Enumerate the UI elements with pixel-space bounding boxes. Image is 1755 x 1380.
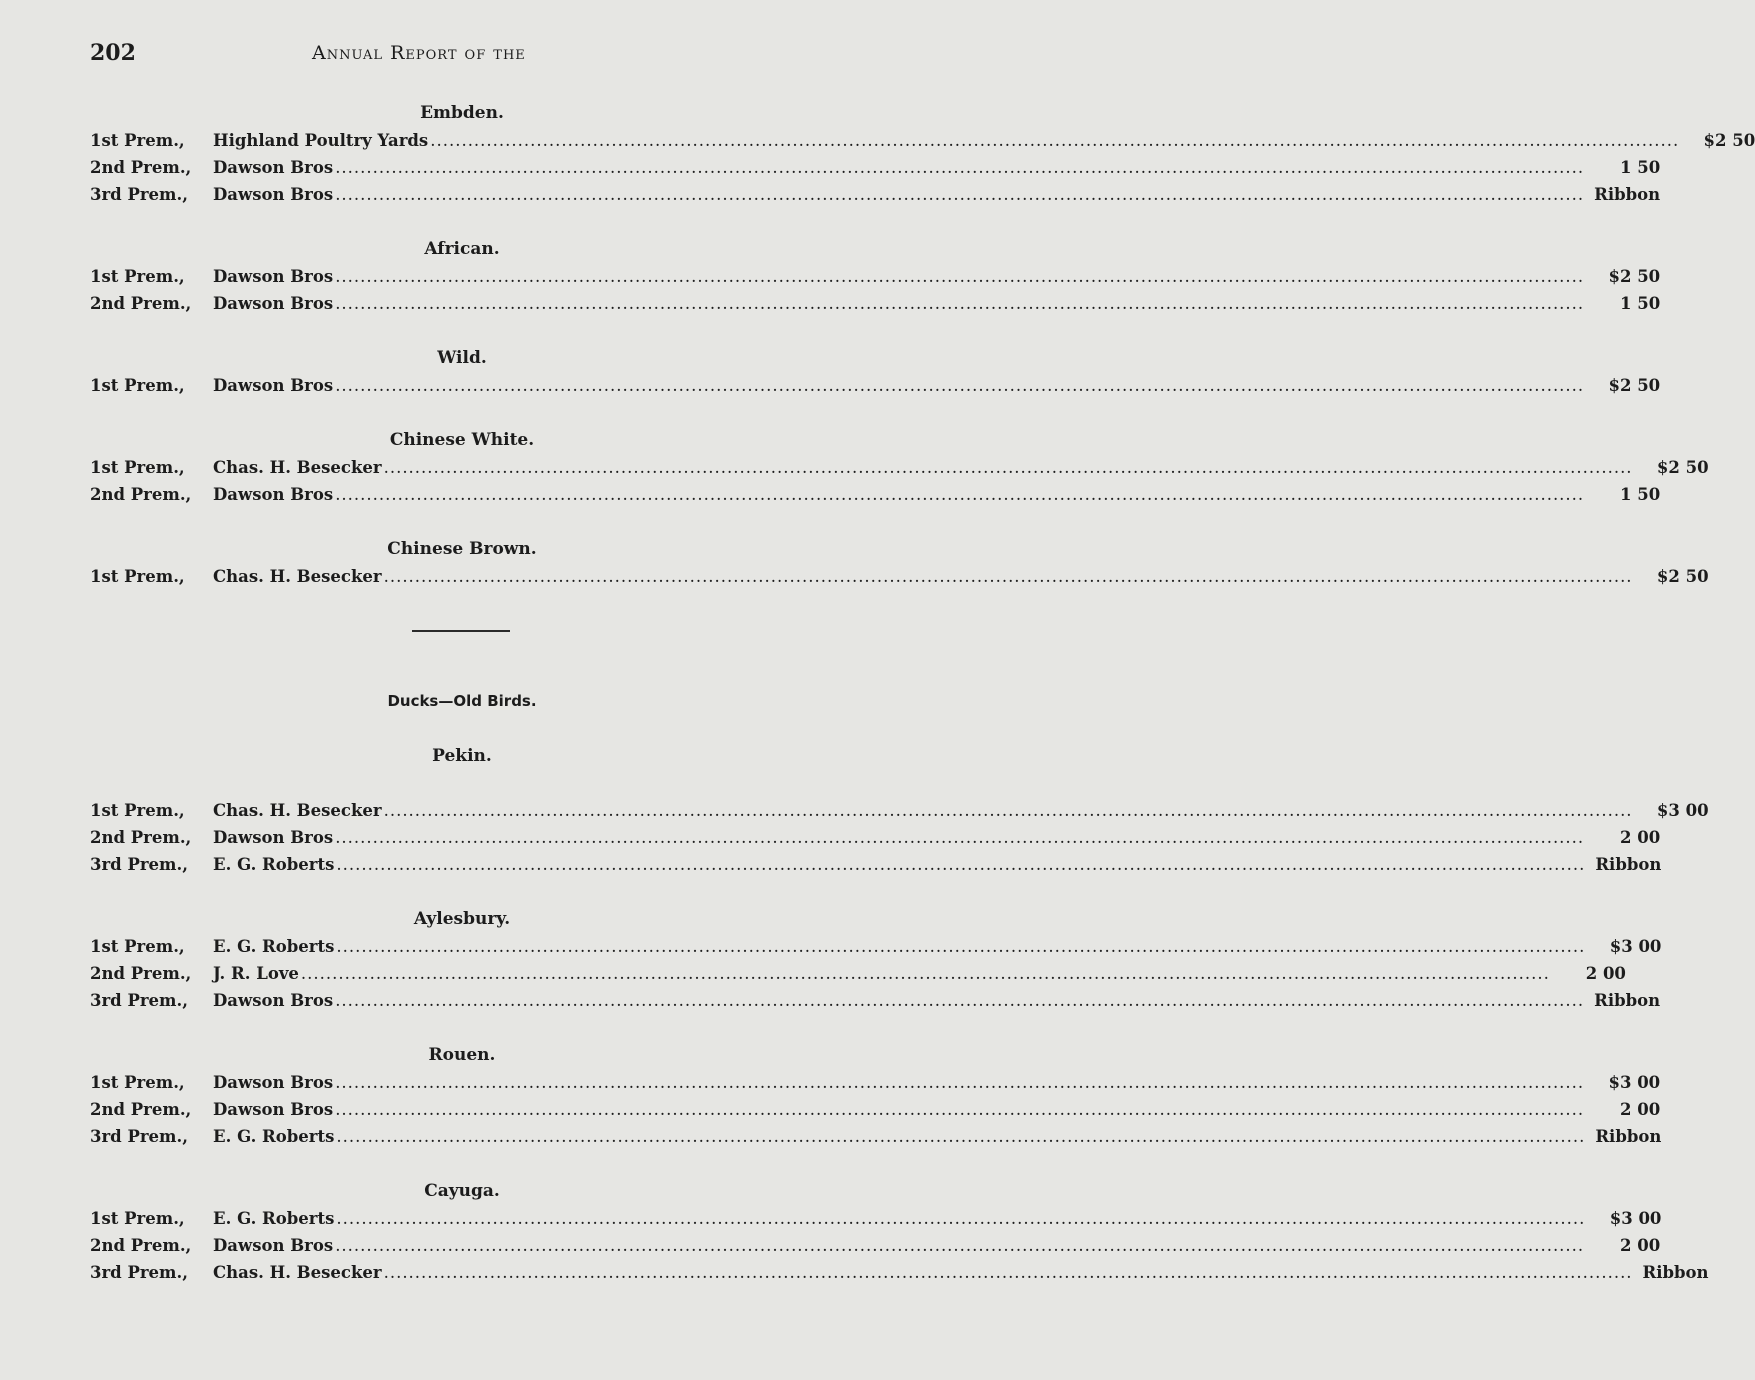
- dot-leader: ........................................................................................................................................................................................................: [383, 801, 1633, 820]
- dot-leader: ........................................................................................................................................................................................................: [336, 937, 1586, 956]
- dot-leader: ........................................................................................................................................................................................................: [336, 1209, 1586, 1228]
- premium-rank: 3rd Prem.,: [90, 855, 189, 874]
- premium-row: [90, 263, 1661, 290]
- dot-leader: ........................................................................................................................................................................................................: [383, 458, 1633, 477]
- section-title: Wild.: [437, 348, 487, 368]
- exhibitor-name: E. G. Roberts: [213, 1127, 335, 1146]
- premium-rank: 3rd Prem.,: [90, 991, 189, 1010]
- dot-leader: ........................................................................................................................................................................................................: [336, 855, 1586, 874]
- section-title: Cayuga.: [424, 1181, 500, 1201]
- prize-amount: Ribbon: [1594, 185, 1661, 204]
- premium-rank: 3rd Prem.,: [90, 185, 189, 204]
- premium-row: [90, 933, 1662, 960]
- running-head: Annual Report of the: [312, 42, 526, 64]
- premium-rank: 1st Prem.,: [90, 801, 185, 820]
- prize-amount: $3 00: [1609, 937, 1662, 956]
- dot-leader: ........................................................................................................................................................................................................: [335, 267, 1585, 286]
- prize-amount: $2 50: [1608, 376, 1661, 395]
- section-divider: [412, 630, 510, 632]
- section-title: Pekin.: [432, 746, 492, 766]
- premium-row: [90, 1205, 1662, 1232]
- prize-amount: $2 50: [1656, 567, 1709, 586]
- prize-amount: $2 50: [1703, 131, 1755, 150]
- exhibitor-name: Dawson Bros: [213, 828, 334, 847]
- prize-amount: 2 00: [1585, 964, 1626, 983]
- premium-row: [90, 797, 1709, 824]
- section-african: [90, 236, 1661, 317]
- prize-amount: Ribbon: [1595, 1127, 1662, 1146]
- dot-leader: ........................................................................................................................................................................................................: [335, 158, 1585, 177]
- premium-rank: 2nd Prem.,: [90, 1100, 192, 1119]
- premium-rank: 2nd Prem.,: [90, 158, 192, 177]
- premium-row: [90, 1232, 1661, 1259]
- exhibitor-name: Dawson Bros: [213, 1100, 334, 1119]
- prize-amount: 1 50: [1619, 485, 1661, 504]
- premium-row: [90, 481, 1661, 508]
- premium-row: [90, 154, 1661, 181]
- premium-row: [90, 1259, 1709, 1286]
- section-pekin: [90, 743, 1709, 878]
- dot-leader: ........................................................................................................................................................................................................: [335, 185, 1585, 204]
- dot-leader: ........................................................................................................................................................................................................: [430, 131, 1680, 150]
- prize-amount: Ribbon: [1642, 1263, 1709, 1282]
- premium-row: [90, 181, 1661, 208]
- dot-leader: ........................................................................................................................................................................................................: [335, 485, 1585, 504]
- premium-row: [90, 1069, 1661, 1096]
- prize-amount: $3 00: [1656, 801, 1709, 820]
- exhibitor-name: Dawson Bros: [213, 991, 334, 1010]
- dot-leader: ........................................................................................................................................................................................................: [335, 828, 1585, 847]
- section-cayuga: [90, 1178, 1709, 1286]
- dot-leader: ........................................................................................................................................................................................................: [336, 1127, 1586, 1146]
- premium-rank: 2nd Prem.,: [90, 828, 192, 847]
- section-title: Embden.: [420, 103, 504, 123]
- dot-leader: ........................................................................................................................................................................................................: [335, 376, 1585, 395]
- exhibitor-name: Dawson Bros: [213, 294, 334, 313]
- premium-rank: 3rd Prem.,: [90, 1263, 189, 1282]
- premium-rank: 1st Prem.,: [90, 937, 185, 956]
- exhibitor-name: Dawson Bros: [213, 1236, 334, 1255]
- section-title: Rouen.: [428, 1045, 496, 1065]
- section-title: Aylesbury.: [413, 909, 511, 929]
- section-title: Chinese Brown.: [387, 539, 537, 559]
- premium-rank: 2nd Prem.,: [90, 964, 192, 983]
- premium-rank: 2nd Prem.,: [90, 485, 192, 504]
- premium-row: [90, 563, 1709, 590]
- section-wild: [90, 345, 1661, 399]
- premium-rank: 3rd Prem.,: [90, 1127, 189, 1146]
- premium-row: [90, 127, 1755, 154]
- section-rouen: [90, 1042, 1662, 1150]
- exhibitor-name: Chas. H. Besecker: [213, 1263, 382, 1282]
- prize-amount: $3 00: [1609, 1209, 1662, 1228]
- exhibitor-name: E. G. Roberts: [213, 855, 335, 874]
- dot-leader: ........................................................................................................................................................................................................: [383, 567, 1633, 586]
- prize-amount: 1 50: [1619, 294, 1661, 313]
- premium-row: [90, 987, 1661, 1014]
- ducks-heading: Ducks—Old Birds.: [387, 692, 537, 710]
- exhibitor-name: J. R. Love: [213, 964, 299, 983]
- premium-rank: 1st Prem.,: [90, 267, 185, 286]
- section-aylesbury: [90, 906, 1662, 1014]
- prize-amount: 2 00: [1619, 1100, 1661, 1119]
- premium-rank: 1st Prem.,: [90, 1209, 185, 1228]
- dot-leader: ........................................................................................................................................................................................................: [335, 991, 1585, 1010]
- exhibitor-name: Dawson Bros: [213, 185, 334, 204]
- premium-row: [90, 960, 1626, 987]
- exhibitor-name: E. G. Roberts: [213, 1209, 335, 1228]
- section-embden: [90, 100, 1755, 208]
- premium-row: [90, 1123, 1662, 1150]
- premium-rank: 2nd Prem.,: [90, 294, 192, 313]
- premium-row: [90, 824, 1661, 851]
- section-chinese-brown: [90, 536, 1709, 590]
- page-content: [90, 100, 1755, 1286]
- section-title: African.: [424, 239, 500, 259]
- premium-row: [90, 851, 1662, 878]
- exhibitor-name: Dawson Bros: [213, 158, 334, 177]
- exhibitor-name: Chas. H. Besecker: [213, 801, 382, 820]
- premium-rank: 1st Prem.,: [90, 458, 185, 477]
- exhibitor-name: E. G. Roberts: [213, 937, 335, 956]
- premium-rank: 1st Prem.,: [90, 131, 185, 150]
- exhibitor-name: Highland Poultry Yards: [213, 131, 429, 150]
- prize-amount: Ribbon: [1594, 991, 1661, 1010]
- exhibitor-name: Dawson Bros: [213, 1073, 334, 1092]
- dot-leader: ........................................................................................................................................................................................................: [335, 294, 1585, 313]
- prize-amount: 2 00: [1619, 828, 1661, 847]
- dot-leader: ........................................................................................................................................................................................................: [335, 1100, 1585, 1119]
- dot-leader: ........................................................................................................................................................................................................: [383, 1263, 1633, 1282]
- page-number: 202: [90, 40, 136, 66]
- exhibitor-name: Chas. H. Besecker: [213, 567, 382, 586]
- exhibitor-name: Dawson Bros: [213, 376, 334, 395]
- premium-rank: 1st Prem.,: [90, 1073, 185, 1092]
- premium-rank: 1st Prem.,: [90, 567, 185, 586]
- premium-row: [90, 454, 1709, 481]
- exhibitor-name: Dawson Bros: [213, 267, 334, 286]
- prize-amount: 2 00: [1619, 1236, 1661, 1255]
- premium-rank: 2nd Prem.,: [90, 1236, 192, 1255]
- dot-leader: ........................................................................................................................................................................................................: [335, 1236, 1585, 1255]
- premium-row: [90, 372, 1661, 399]
- prize-amount: $2 50: [1656, 458, 1709, 477]
- prize-amount: $3 00: [1608, 1073, 1661, 1092]
- exhibitor-name: Chas. H. Besecker: [213, 458, 382, 477]
- premium-rank: 1st Prem.,: [90, 376, 185, 395]
- prize-amount: 1 50: [1619, 158, 1661, 177]
- prize-amount: $2 50: [1608, 267, 1661, 286]
- premium-row: [90, 290, 1661, 317]
- prize-amount: Ribbon: [1595, 855, 1662, 874]
- premium-row: [90, 1096, 1661, 1123]
- section-title: Chinese White.: [389, 430, 535, 450]
- section-chinese-white: [90, 427, 1709, 508]
- exhibitor-name: Dawson Bros: [213, 485, 334, 504]
- dot-leader: ........................................................................................................................................................................................................: [335, 1073, 1585, 1092]
- dot-leader: ........................................................................................................................................................................................................: [300, 964, 1550, 983]
